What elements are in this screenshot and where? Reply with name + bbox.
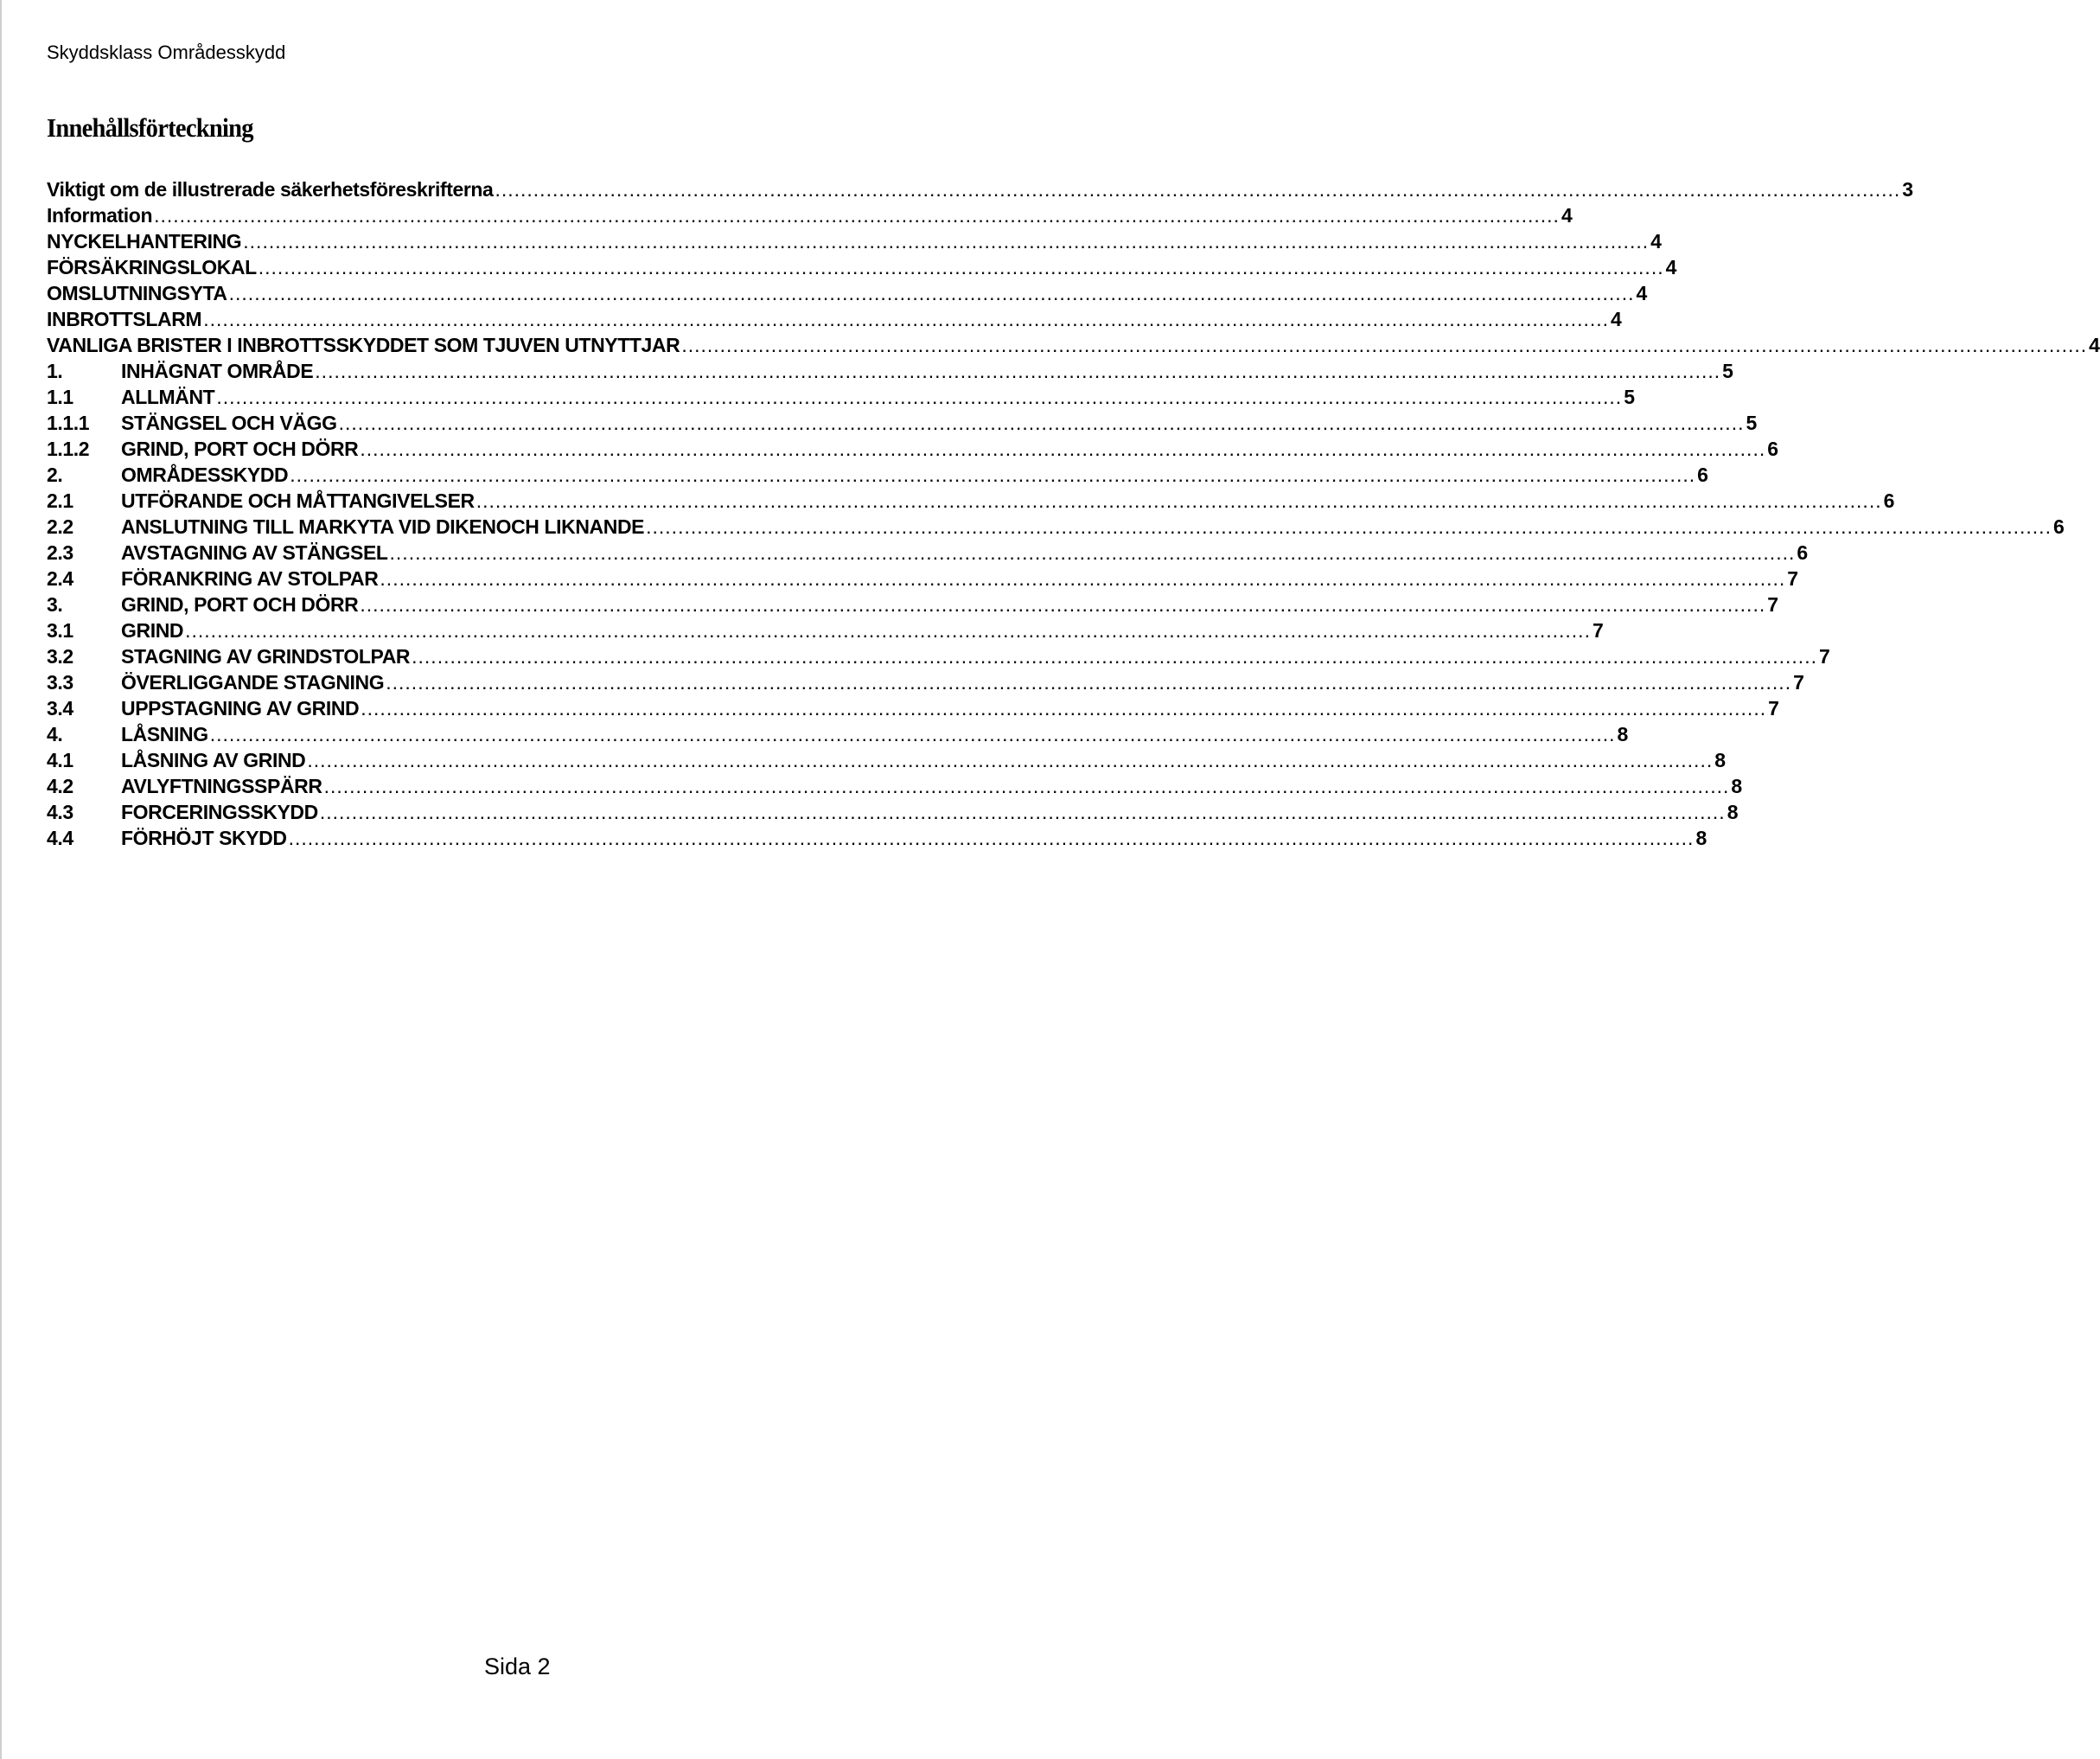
toc-entry-page: 7 xyxy=(1768,697,1779,720)
toc-entry-label: GRIND, PORT OCH DÖRR xyxy=(121,593,359,616)
toc-entry-number: 1. xyxy=(47,360,63,382)
toc-entry[interactable] xyxy=(47,332,2100,358)
toc-dot-leader: ............................................................................................................................................................................................................................ xyxy=(185,619,1591,642)
toc-entry-label: OMSLUTNINGSYTA xyxy=(47,282,227,304)
toc-entry[interactable] xyxy=(47,176,1913,202)
toc-entry-page: 4 xyxy=(1561,204,1573,227)
toc-dot-leader: ............................................................................................................................................................................................................................ xyxy=(389,541,1796,564)
toc-entry-page: 7 xyxy=(1818,645,1830,668)
toc-entry-page: 4 xyxy=(1636,282,1647,304)
toc-entry-number: 3.1 xyxy=(47,619,73,642)
toc-entry-number: 1.1 xyxy=(47,386,73,408)
toc-dot-leader: ............................................................................................................................................................................................................................ xyxy=(412,645,1817,668)
toc-entry[interactable] xyxy=(47,462,1708,488)
toc-dot-leader: ............................................................................................................................................................................................................................ xyxy=(646,515,2052,538)
toc-entry-page: 5 xyxy=(1746,412,1757,434)
toc-entry[interactable] xyxy=(47,436,1778,462)
toc-entry-number: 4.2 xyxy=(47,775,73,797)
toc-entry-label: AVLYFTNINGSSPÄRR xyxy=(121,775,322,797)
toc-entry-number: 4.4 xyxy=(47,827,73,849)
toc-entry-label: AVSTAGNING AV STÄNGSEL xyxy=(121,541,388,564)
toc-entry-label: OMRÅDESSKYDD xyxy=(121,464,289,486)
toc-dot-leader: ............................................................................................................................................................................................................................ xyxy=(681,334,2088,356)
toc-dot-leader: ............................................................................................................................................................................................................................ xyxy=(209,723,1616,745)
toc-entry-page: 8 xyxy=(1731,775,1742,797)
toc-entry-number: 2.2 xyxy=(47,515,73,538)
running-header: Skyddsklass Områdesskydd xyxy=(47,42,286,63)
toc-entry-number: 2.3 xyxy=(47,541,73,564)
toc-entry-page: 7 xyxy=(1592,619,1604,642)
toc-entry[interactable] xyxy=(47,488,1895,514)
toc-entry[interactable] xyxy=(47,540,1808,566)
toc-entry-page: 5 xyxy=(1722,360,1733,382)
toc-entry-label: UPPSTAGNING AV GRIND xyxy=(121,697,360,720)
toc-entry[interactable] xyxy=(47,254,1677,280)
toc-entry-page: 6 xyxy=(1767,438,1778,460)
toc-dot-leader: ............................................................................................................................................................................................................................ xyxy=(360,438,1766,460)
toc-dot-leader: ............................................................................................................................................................................................................................ xyxy=(361,697,1767,720)
toc-entry-number: 4.3 xyxy=(47,801,73,823)
toc-entry[interactable] xyxy=(47,825,1707,851)
toc-entry-number: 4.1 xyxy=(47,749,73,771)
toc-dot-leader: ............................................................................................................................................................................................................................ xyxy=(258,256,1664,278)
toc-dot-leader: ............................................................................................................................................................................................................................ xyxy=(323,775,1730,797)
toc-entry-number: 3.2 xyxy=(47,645,73,668)
toc-dot-leader: ............................................................................................................................................................................................................................ xyxy=(476,489,1882,512)
toc-entry[interactable] xyxy=(47,566,1798,592)
toc-dot-leader: ............................................................................................................................................................................................................................ xyxy=(307,749,1714,771)
toc-entry-number: 4. xyxy=(47,723,63,745)
toc-dot-leader: ............................................................................................................................................................................................................................ xyxy=(386,671,1792,694)
toc-entry[interactable] xyxy=(47,643,1830,669)
toc-entry-page: 7 xyxy=(1787,567,1798,590)
toc-entry-number: 1.1.1 xyxy=(47,412,90,434)
toc-entry-number: 2.1 xyxy=(47,489,73,512)
toc-entry-label: LÅSNING xyxy=(121,723,208,745)
toc-entry-label: Viktigt om de illustrerade säkerhetsföreskrifterna xyxy=(47,178,494,201)
toc-entry-label: NYCKELHANTERING xyxy=(47,230,242,253)
toc-entry-label: ALLMÄNT xyxy=(121,386,215,408)
toc-entry[interactable] xyxy=(47,358,1733,384)
toc-entry[interactable] xyxy=(47,514,2065,540)
toc-dot-leader: ............................................................................................................................................................................................................................ xyxy=(315,360,1721,382)
toc-entry-page: 6 xyxy=(1883,489,1895,512)
toc-entry-label: FÖRSÄKRINGSLOKAL xyxy=(47,256,257,278)
toc-entry[interactable] xyxy=(47,228,1662,254)
toc-entry-label: STÄNGSEL OCH VÄGG xyxy=(121,412,337,434)
toc-dot-leader: ............................................................................................................................................................................................................................ xyxy=(338,412,1745,434)
toc-entry[interactable] xyxy=(47,384,1635,410)
toc-entry[interactable] xyxy=(47,592,1778,617)
toc-entry[interactable] xyxy=(47,617,1604,643)
toc-entry-number: 3.3 xyxy=(47,671,73,694)
toc-entry-label: LÅSNING AV GRIND xyxy=(121,749,306,771)
toc-entry-page: 5 xyxy=(1624,386,1635,408)
toc-dot-leader: ............................................................................................................................................................................................................................ xyxy=(495,178,1901,201)
toc-entry-label: FÖRHÖJT SKYDD xyxy=(121,827,287,849)
toc-entry-label: GRIND xyxy=(121,619,184,642)
toc-entry-number: 3. xyxy=(47,593,63,616)
toc-dot-leader: ............................................................................................................................................................................................................................ xyxy=(319,801,1726,823)
toc-dot-leader: ............................................................................................................................................................................................................................ xyxy=(380,567,1786,590)
toc-entry[interactable] xyxy=(47,669,1804,695)
toc-entry[interactable] xyxy=(47,410,1757,436)
toc-entry-page: 7 xyxy=(1793,671,1804,694)
toc-dot-leader: ............................................................................................................................................................................................................................ xyxy=(290,464,1696,486)
toc-entry-label: STAGNING AV GRINDSTOLPAR xyxy=(121,645,411,668)
toc-entry-label: GRIND, PORT OCH DÖRR xyxy=(121,438,359,460)
toc-entry[interactable] xyxy=(47,280,1647,306)
page-number: Sida 2 xyxy=(484,1653,551,1679)
toc-title: Innehållsförteckning xyxy=(47,112,253,143)
toc-entry-label: VANLIGA BRISTER I INBROTTSSKYDDET SOM TJUVEN UTNYTTJAR xyxy=(47,334,680,356)
toc-entry-page: 4 xyxy=(1665,256,1677,278)
toc-entry-label: Information xyxy=(47,204,153,227)
toc-entry-page: 8 xyxy=(1695,827,1707,849)
toc-entry[interactable] xyxy=(47,747,1726,773)
toc-entry[interactable] xyxy=(47,202,1573,228)
toc-entry-number: 2.4 xyxy=(47,567,73,590)
toc-entry-label: FÖRANKRING AV STOLPAR xyxy=(121,567,379,590)
toc-entry-page: 6 xyxy=(1797,541,1808,564)
toc-dot-leader: ............................................................................................................................................................................................................................ xyxy=(154,204,1560,227)
toc-dot-leader: ............................................................................................................................................................................................................................ xyxy=(228,282,1635,304)
toc-entry-page: 8 xyxy=(1714,749,1726,771)
toc-entry-number: 1.1.2 xyxy=(47,438,90,460)
toc-entry[interactable] xyxy=(47,721,1628,747)
toc-entry-number: 2. xyxy=(47,464,63,486)
toc-entry-page: 8 xyxy=(1727,801,1739,823)
page-edge-line xyxy=(0,0,2,1759)
toc-entry-page: 7 xyxy=(1767,593,1778,616)
toc-entry[interactable] xyxy=(47,773,1742,799)
toc-entry-label: ANSLUTNING TILL MARKYTA VID DIKENOCH LIKNANDE xyxy=(121,515,645,538)
toc-entry-page: 4 xyxy=(1611,308,1622,330)
toc-entry-page: 4 xyxy=(1650,230,1662,253)
toc-entry-label: INBROTTSLARM xyxy=(47,308,202,330)
toc-dot-leader: ............................................................................................................................................................................................................................ xyxy=(203,308,1610,330)
toc-entry-number: 3.4 xyxy=(47,697,73,720)
toc-entry-page: 3 xyxy=(1902,178,1913,201)
toc-entry-page: 4 xyxy=(2089,334,2100,356)
toc-entry-page: 6 xyxy=(1697,464,1708,486)
toc-list xyxy=(47,176,2100,851)
toc-dot-leader: ............................................................................................................................................................................................................................ xyxy=(243,230,1650,253)
toc-dot-leader: ............................................................................................................................................................................................................................ xyxy=(360,593,1766,616)
toc-entry[interactable] xyxy=(47,306,1622,332)
toc-entry-label: FORCERINGSSKYDD xyxy=(121,801,318,823)
toc-entry[interactable] xyxy=(47,799,1739,825)
toc-entry-label: ÖVERLIGGANDE STAGNING xyxy=(121,671,385,694)
toc-dot-leader: ............................................................................................................................................................................................................................ xyxy=(216,386,1623,408)
toc-dot-leader: ............................................................................................................................................................................................................................ xyxy=(288,827,1695,849)
toc-entry-label: INHÄGNAT OMRÅDE xyxy=(121,360,314,382)
toc-entry-label: UTFÖRANDE OCH MÅTTANGIVELSER xyxy=(121,489,475,512)
toc-entry-page: 8 xyxy=(1617,723,1628,745)
toc-entry-page: 6 xyxy=(2052,515,2065,538)
toc-entry[interactable] xyxy=(47,695,1779,721)
